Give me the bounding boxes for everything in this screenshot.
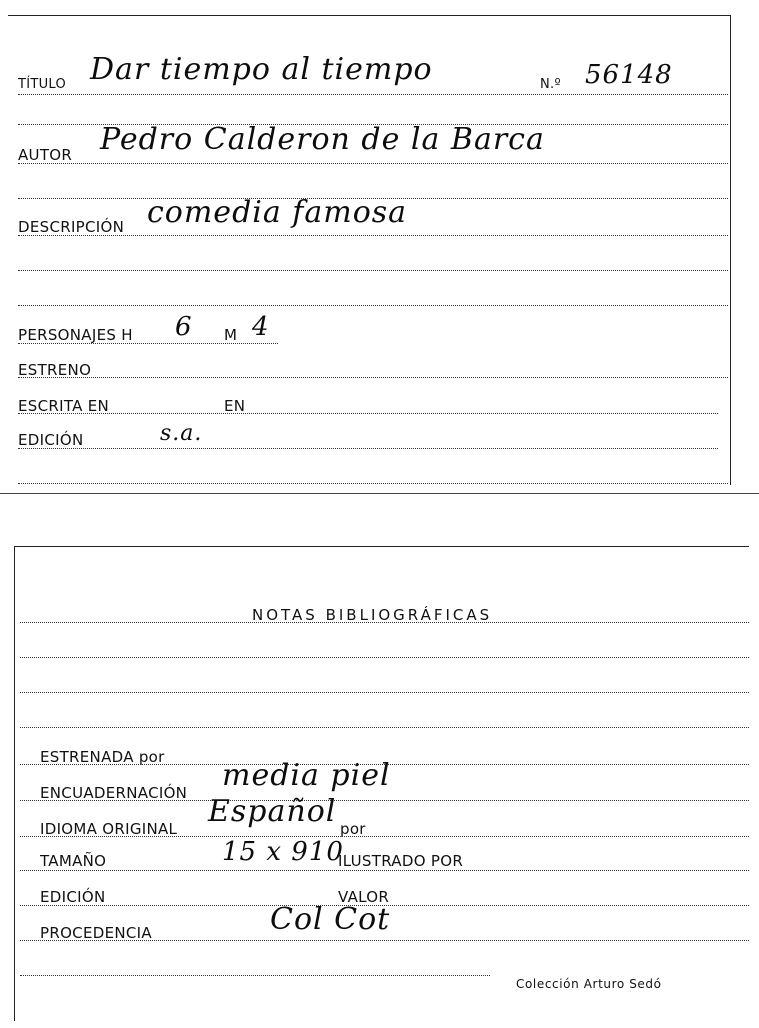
- titulo-label: TÍTULO: [18, 77, 67, 92]
- collection-footer: Colección Arturo Sedó: [516, 977, 662, 991]
- descripcion-label: DESCRIPCIÓN: [18, 218, 125, 236]
- escrita-label: ESCRITA EN: [18, 397, 110, 415]
- numero-label: N.º: [540, 77, 561, 92]
- personajes-m-value: 4: [252, 312, 270, 342]
- estreno-label: ESTRENO: [18, 361, 92, 379]
- tamano-line: [20, 870, 749, 871]
- notas-heading: NOTAS BIBLIOGRÁFICAS: [252, 606, 493, 624]
- personajes-label: PERSONAJES H: [18, 326, 133, 344]
- edicion-label: EDICIÓN: [18, 431, 84, 449]
- bottom-line: [18, 483, 728, 484]
- escrita-line: [18, 413, 718, 414]
- notas-line: [20, 622, 749, 623]
- estreno-line: [18, 377, 728, 378]
- blank-line-3: [18, 270, 728, 271]
- descripcion-value: comedia famosa: [147, 195, 408, 230]
- catalog-card-bottom: [0, 540, 759, 1028]
- escrita-en-label: EN: [224, 397, 246, 415]
- tamano-label: TAMAÑO: [40, 852, 107, 870]
- descripcion-line: [18, 235, 728, 236]
- blank-line-7: [20, 727, 749, 728]
- edicion-value: s.a.: [160, 421, 203, 446]
- numero-value: 56148: [585, 60, 673, 90]
- idioma-line: [20, 836, 749, 837]
- catalog-card-top: [0, 0, 759, 495]
- encuadernacion-label: ENCUADERNACIÓN: [40, 784, 188, 802]
- personajes-m-label: M: [224, 326, 238, 344]
- titulo-line: [18, 94, 728, 95]
- encuadernacion-value: media piel: [222, 758, 391, 793]
- encuadernacion-line: [20, 800, 749, 801]
- card2-left-border: [14, 546, 15, 1021]
- autor-line: [18, 163, 728, 164]
- blank-line-8: [20, 975, 490, 976]
- procedencia-line: [20, 940, 749, 941]
- tamano-value: 15 x 910: [222, 837, 344, 867]
- autor-value: Pedro Calderon de la Barca: [100, 122, 545, 157]
- idioma-value: Español: [208, 794, 337, 829]
- procedencia-value: Col Cot: [270, 902, 391, 937]
- edicion2-label: EDICIÓN: [40, 888, 106, 906]
- blank-line-4: [18, 305, 728, 306]
- autor-label: AUTOR: [18, 146, 73, 164]
- blank-line-5: [20, 657, 749, 658]
- idioma-por-label: por: [340, 820, 366, 838]
- titulo-value: Dar tiempo al tiempo: [90, 52, 433, 87]
- personajes-h-value: 6: [175, 312, 193, 342]
- ilustrado-label: ILUSTRADO POR: [338, 852, 464, 870]
- procedencia-label: PROCEDENCIA: [40, 924, 152, 942]
- card-right-border: [730, 15, 731, 485]
- idioma-label: IDIOMA ORIGINAL: [40, 820, 178, 838]
- blank-line-6: [20, 692, 749, 693]
- edicion-line: [18, 448, 718, 449]
- personajes-line: [18, 343, 278, 344]
- card-top-border: [8, 15, 730, 16]
- card2-top-border: [14, 546, 749, 547]
- card-separator: [0, 493, 759, 494]
- estrenada-label: ESTRENADA por: [40, 748, 165, 766]
- valor-label: VALOR: [338, 888, 390, 906]
